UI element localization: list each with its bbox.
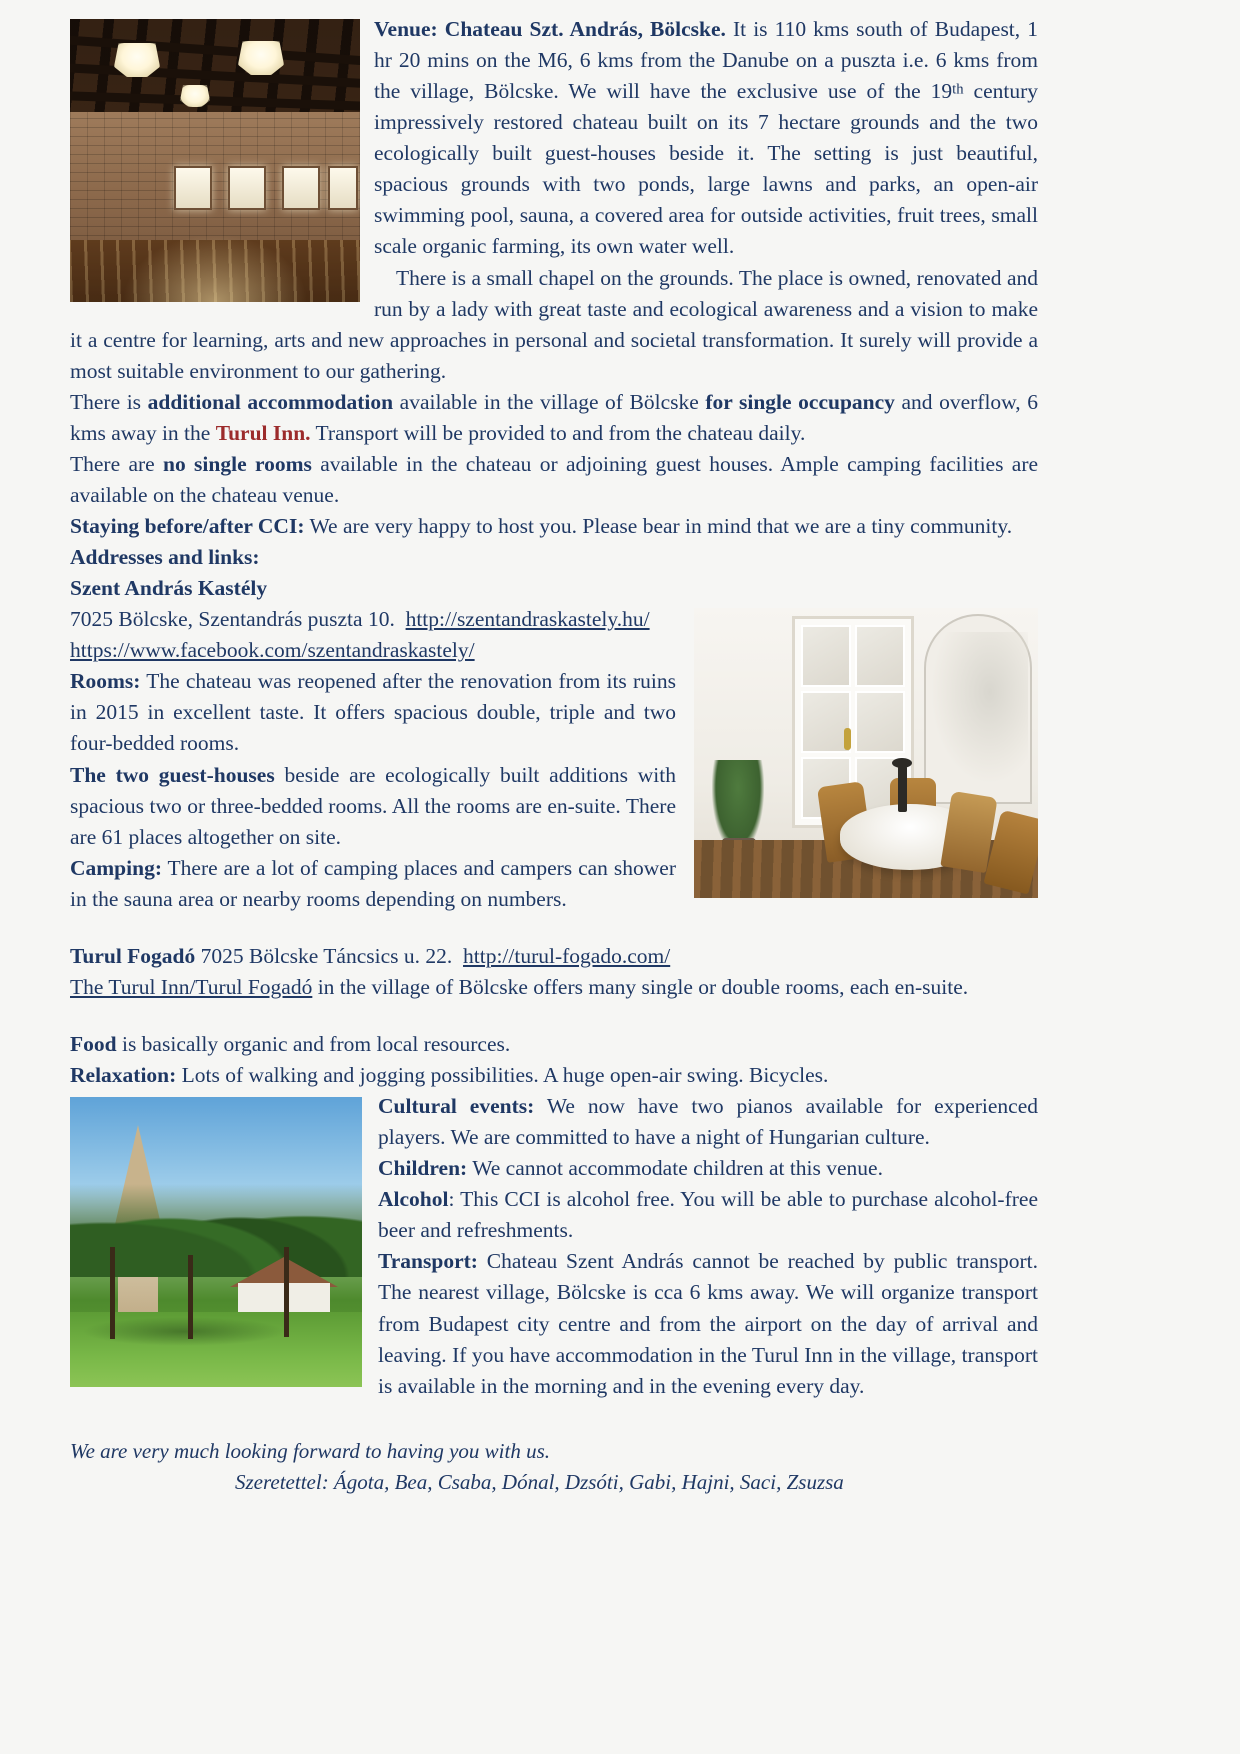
door-pane: [855, 625, 905, 687]
transport-label: Transport:: [378, 1249, 478, 1274]
window: [228, 166, 266, 210]
chateau-banquet-hall-photo: [70, 19, 360, 302]
rooms-text: The chateau was reopened after the renovation from its ruins in 2015 in excellent taste. It offers spacious double, triple and two four-bedded rooms.: [70, 669, 676, 756]
turul-website-link[interactable]: http://turul-fogado.com/: [463, 943, 671, 968]
relaxation-label: Relaxation:: [70, 1063, 177, 1087]
cultural-events-text: We now have two pianos available for experienced players. We are committed to have a night of Hungarian culture.: [378, 1094, 1038, 1150]
window: [174, 166, 212, 210]
venue-text-2: century impressively restored chateau built on its 7 hectare grounds and the two ecologically built guest-houses beside it. The setting is just beautiful, spacious grounds with two ponds, large lawns and parks, an open-air swimming pool, sauna, a covered area for outside activities, fruit trees, small scale organic farming, its own water well.: [374, 79, 1038, 259]
turul-inn-link[interactable]: The Turul Inn/Turul Fogadó: [70, 974, 313, 999]
single-occupancy-label: for single occupancy: [705, 389, 895, 414]
century-superscript: th: [952, 81, 964, 98]
venue-text-1: It is 110 kms south of Budapest, 1 hr 20 mins on the M6, 6 kms from the Danube on a puszta i.e. 6 kms from the village, Bölcske. We will have the exclusive use of the 19: [374, 17, 1038, 104]
single-rooms-text-2: available in the chateau or adjoining guest houses. Ample camping facilities are available on the chateau venue.: [70, 451, 1039, 507]
chateau-dining-room-photo: [694, 608, 1038, 898]
accommodation-text-3: and overflow, 6 kms away in the: [70, 389, 1039, 445]
guest-houses-label: The two guest-houses: [70, 762, 275, 787]
alcohol-text: : This CCI is alcohol free. You will be able to purchase alcohol-free beer and refreshments.: [378, 1187, 1038, 1243]
food-paragraph: [70, 1029, 1038, 1060]
food-label: Food: [70, 1031, 117, 1056]
food-text: is basically organic and from local resources.: [116, 1031, 511, 1056]
closing-line-1: [70, 1436, 1038, 1468]
kastely-facebook-link[interactable]: https://www.facebook.com/szentandraskastely/: [70, 638, 475, 663]
venue-lead-label: Venue: Chateau Szt. András, Bölcske.: [374, 17, 726, 41]
turul-address-line: [70, 941, 1038, 972]
relaxation-text: Lots of walking and jogging possibilities. A huge open-air swing. Bicycles.: [176, 1063, 829, 1087]
spacer: [70, 1003, 1038, 1029]
turul-description-text: in the village of Bölcske offers many single or double rooms, each en-suite.: [312, 974, 969, 999]
accommodation-text-2: available in the village of Bölcske: [393, 389, 706, 414]
turul-inn-highlight: Turul Inn.: [215, 420, 311, 445]
window: [328, 166, 358, 210]
cultural-events-label: Cultural events:: [378, 1094, 535, 1119]
door-pane: [855, 691, 905, 753]
venue-address-text: 7025 Bölcske, Szentandrás puszta 10.: [70, 607, 395, 632]
tree-trunk: [284, 1247, 289, 1337]
addresses-heading: [70, 542, 1038, 573]
lawn-image-canvas: [70, 1097, 362, 1387]
floor-light-glow: [122, 234, 308, 302]
szeretettel-label: Szeretettel: [235, 1470, 322, 1495]
door-handle: [844, 728, 851, 750]
single-rooms-paragraph: [70, 449, 1038, 511]
camping-label: Camping:: [70, 855, 162, 880]
candlestick: [898, 766, 907, 812]
venue-name-line: [70, 573, 1038, 604]
window: [282, 166, 320, 210]
guest-houses-text: beside are ecologically built additions with spacious two or three-bedded rooms. All the rooms are en-suite. There are 61 places altogether on site.: [70, 762, 676, 849]
tree-trunk: [188, 1255, 193, 1339]
document-body: [70, 14, 1038, 1499]
staying-label: Staying before/after CCI:: [70, 514, 305, 538]
addresses-heading-label: Addresses and links:: [70, 545, 260, 570]
banquet-hall-image-canvas: [70, 19, 360, 302]
additional-accommodation-label: additional accommodation: [147, 389, 394, 414]
venue-name-label: Szent András Kastély: [70, 576, 268, 601]
accommodation-text-4: Transport will be provided to and from the chateau daily.: [310, 420, 806, 445]
children-label: Children:: [378, 1156, 468, 1181]
accommodation-text-1: There is: [70, 389, 148, 414]
pendant-lamp: [238, 41, 284, 75]
dining-room-image-canvas: [694, 608, 1038, 898]
staying-paragraph: [70, 511, 1038, 542]
children-text: We cannot accommodate children at this venue.: [467, 1156, 883, 1181]
relaxation-paragraph: [70, 1060, 1038, 1091]
kastely-website-link[interactable]: http://szentandraskastely.hu/: [405, 607, 650, 632]
chapel-and-lawn-photo: [70, 1097, 362, 1387]
dried-branch-decor: [932, 632, 1028, 782]
accommodation-paragraph: [70, 387, 1038, 449]
staying-text: We are very happy to host you. Please bear in mind that we are a tiny community.: [304, 514, 1013, 538]
chapel-paragraph: There is a small chapel on the grounds. The place is owned, renovated and run by a lady with great taste and ecological awareness and a vision to make it a centre for learning, arts and new approaches in personal and societal transformation. It surely will provide a most suitable environment to our gathering.: [70, 265, 1038, 383]
alcohol-label: Alcohol: [378, 1187, 449, 1212]
door-pane: [801, 625, 851, 687]
spacer: [70, 915, 1038, 941]
turul-description-line: [70, 972, 1038, 1003]
single-rooms-text-1: There are: [70, 451, 164, 476]
spacer: [70, 1402, 1038, 1436]
signatory-names: : Ágota, Bea, Csaba, Dónal, Dzsóti, Gabi, Hajni, Saci, Zsuzsa: [321, 1470, 844, 1495]
turul-fogado-label: Turul Fogadó: [70, 943, 196, 968]
pendant-lamp: [180, 85, 210, 107]
closing-text: We are very much looking forward to having you with us.: [70, 1438, 551, 1463]
closing-line-2: [70, 1467, 1038, 1499]
camping-text: There are a lot of camping places and campers can shower in the sauna area or nearby rooms depending on numbers.: [70, 855, 676, 911]
pendant-lamp: [114, 43, 160, 77]
no-single-rooms-label: no single rooms: [163, 451, 312, 476]
tree-trunk: [110, 1247, 115, 1339]
turul-address-text: 7025 Bölcske Táncsics u. 22.: [195, 943, 453, 968]
rooms-label: Rooms:: [70, 669, 141, 694]
transport-text: Chateau Szent András cannot be reached by public transport. The nearest village, Bölcske is cca 6 kms away. We will organize transport from Budapest city centre and from the airport on the day of arrival and leaving. If you have accommodation in the Turul Inn in the village, transport is available in the morning and in the evening every day.: [378, 1249, 1038, 1398]
